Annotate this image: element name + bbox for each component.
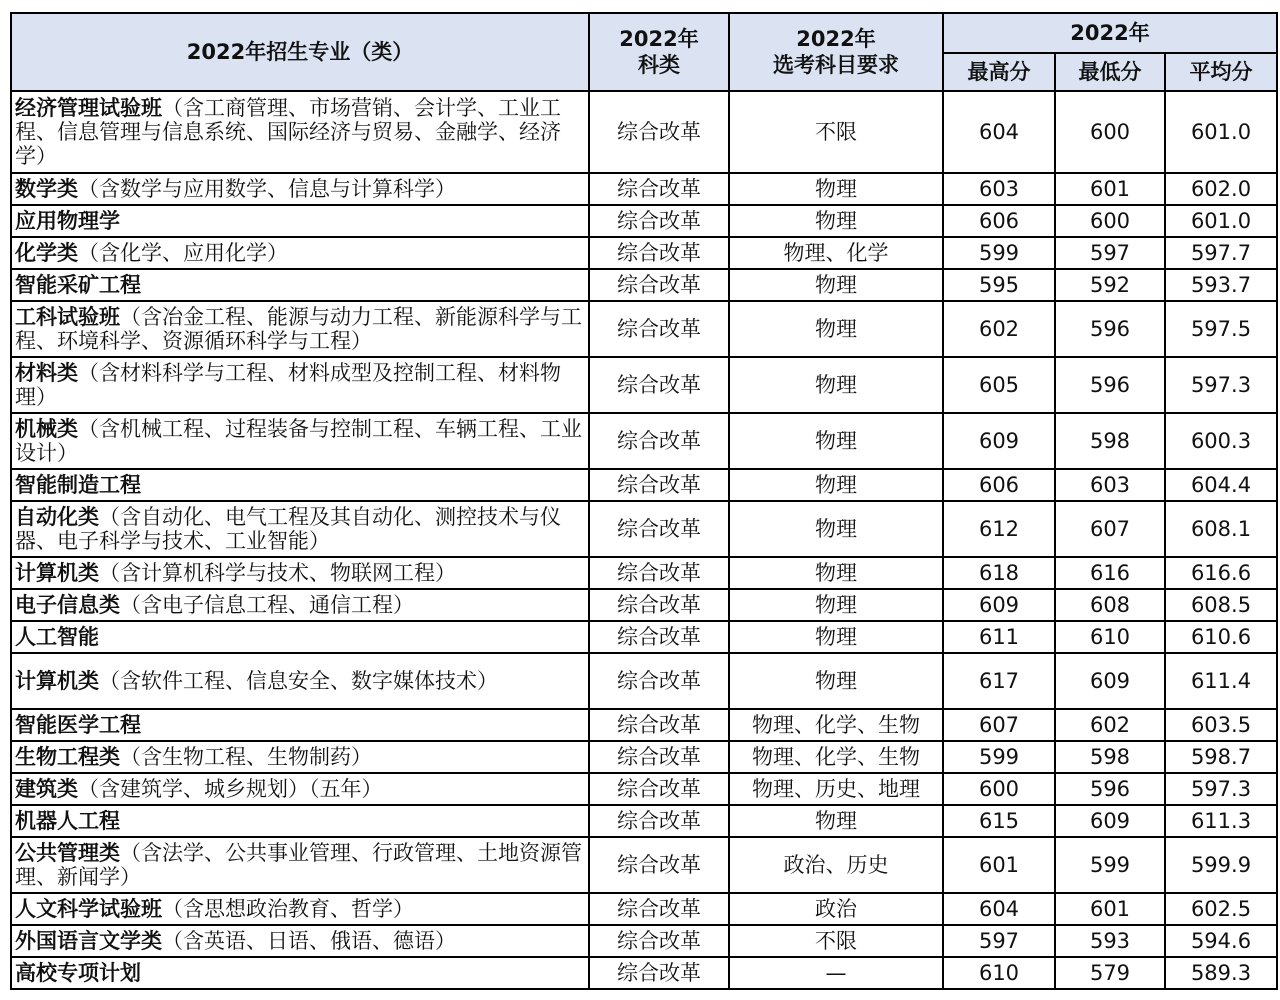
min-score-cell: 600 bbox=[1055, 91, 1165, 173]
max-score-cell: 618 bbox=[943, 557, 1055, 589]
category-cell: 综合改革 bbox=[589, 91, 729, 173]
subjects-cell: 物理、历史、地理 bbox=[729, 773, 943, 805]
min-score-cell: 596 bbox=[1055, 301, 1165, 357]
subjects-cell: 物理 bbox=[729, 589, 943, 621]
subjects-cell: 物理 bbox=[729, 621, 943, 653]
major-name: 机器人工程 bbox=[15, 809, 120, 833]
category-cell: 综合改革 bbox=[589, 957, 729, 989]
avg-score-cell: 600.3 bbox=[1165, 413, 1277, 469]
category-cell: 综合改革 bbox=[589, 173, 729, 205]
avg-score-cell: 616.6 bbox=[1165, 557, 1277, 589]
min-score-cell: 597 bbox=[1055, 237, 1165, 269]
max-score-cell: 609 bbox=[943, 413, 1055, 469]
major-name: 高校专项计划 bbox=[15, 961, 141, 985]
min-score-cell: 608 bbox=[1055, 589, 1165, 621]
major-name: 外国语言文学类 bbox=[15, 929, 162, 953]
table-row bbox=[11, 205, 1277, 237]
major-cell bbox=[11, 893, 589, 925]
table-row bbox=[11, 621, 1277, 653]
min-score-cell: 579 bbox=[1055, 957, 1165, 989]
category-cell: 综合改革 bbox=[589, 269, 729, 301]
table-row bbox=[11, 589, 1277, 621]
avg-score-cell: 604.4 bbox=[1165, 469, 1277, 501]
max-score-cell: 617 bbox=[943, 653, 1055, 709]
major-cell bbox=[11, 469, 589, 501]
table-row bbox=[11, 301, 1277, 357]
major-name: 人工智能 bbox=[15, 625, 99, 649]
major-cell bbox=[11, 205, 589, 237]
major-cell bbox=[11, 413, 589, 469]
max-score-cell: 604 bbox=[943, 893, 1055, 925]
admission-scores-table bbox=[10, 12, 1278, 990]
header-major: 2022年招生专业（类） bbox=[11, 13, 589, 91]
avg-score-cell: 593.7 bbox=[1165, 269, 1277, 301]
subjects-cell: 物理、化学、生物 bbox=[729, 709, 943, 741]
header-avg-score: 平均分 bbox=[1165, 53, 1277, 91]
major-cell bbox=[11, 773, 589, 805]
min-score-cell: 610 bbox=[1055, 621, 1165, 653]
min-score-cell: 602 bbox=[1055, 709, 1165, 741]
max-score-cell: 605 bbox=[943, 357, 1055, 413]
major-cell bbox=[11, 237, 589, 269]
major-cell bbox=[11, 653, 589, 709]
major-cell bbox=[11, 709, 589, 741]
major-note: （含机械工程、过程装备与控制工程、车辆工程、工业设计） bbox=[15, 417, 582, 465]
min-score-cell: 601 bbox=[1055, 173, 1165, 205]
subjects-cell: — bbox=[729, 957, 943, 989]
avg-score-cell: 597.3 bbox=[1165, 773, 1277, 805]
major-name: 电子信息类 bbox=[15, 593, 120, 617]
subjects-cell: 物理 bbox=[729, 301, 943, 357]
avg-score-cell: 602.5 bbox=[1165, 893, 1277, 925]
avg-score-cell: 610.6 bbox=[1165, 621, 1277, 653]
major-name: 计算机类 bbox=[15, 561, 99, 585]
avg-score-cell: 599.9 bbox=[1165, 837, 1277, 893]
major-name: 智能制造工程 bbox=[15, 473, 141, 497]
avg-score-cell: 597.7 bbox=[1165, 237, 1277, 269]
major-name: 自动化类 bbox=[15, 505, 99, 529]
major-note: （含电子信息工程、通信工程） bbox=[120, 593, 414, 617]
table-row bbox=[11, 357, 1277, 413]
major-cell bbox=[11, 621, 589, 653]
min-score-cell: 603 bbox=[1055, 469, 1165, 501]
category-cell: 综合改革 bbox=[589, 413, 729, 469]
major-note: （含自动化、电气工程及其自动化、测控技术与仪器、电子科学与技术、工业智能） bbox=[15, 505, 561, 553]
subjects-cell: 物理 bbox=[729, 205, 943, 237]
subjects-cell: 物理 bbox=[729, 469, 943, 501]
max-score-cell: 612 bbox=[943, 501, 1055, 557]
avg-score-cell: 597.3 bbox=[1165, 357, 1277, 413]
subjects-cell: 物理 bbox=[729, 653, 943, 709]
subjects-cell: 政治、历史 bbox=[729, 837, 943, 893]
major-cell bbox=[11, 357, 589, 413]
category-cell: 综合改革 bbox=[589, 357, 729, 413]
subjects-cell: 物理 bbox=[729, 501, 943, 557]
header-category-label: 科类 bbox=[638, 53, 680, 77]
major-cell bbox=[11, 173, 589, 205]
major-cell bbox=[11, 957, 589, 989]
major-name: 数学类 bbox=[15, 177, 78, 201]
header-subjects-year: 2022年 bbox=[796, 27, 876, 51]
max-score-cell: 609 bbox=[943, 589, 1055, 621]
avg-score-cell: 601.0 bbox=[1165, 91, 1277, 173]
major-note: （含法学、公共事业管理、行政管理、土地资源管理、新闻学） bbox=[15, 841, 582, 889]
table-row bbox=[11, 269, 1277, 301]
subjects-cell: 物理 bbox=[729, 413, 943, 469]
subjects-cell: 物理 bbox=[729, 557, 943, 589]
table-row bbox=[11, 893, 1277, 925]
category-cell: 综合改革 bbox=[589, 773, 729, 805]
category-cell: 综合改革 bbox=[589, 589, 729, 621]
subjects-cell: 不限 bbox=[729, 91, 943, 173]
avg-score-cell: 594.6 bbox=[1165, 925, 1277, 957]
major-note: （含材料科学与工程、材料成型及控制工程、材料物理） bbox=[15, 361, 561, 409]
major-note: （含工商管理、市场营销、会计学、工业工程、信息管理与信息系统、国际经济与贸易、金融学、经济学） bbox=[15, 96, 561, 168]
max-score-cell: 615 bbox=[943, 805, 1055, 837]
avg-score-cell: 597.5 bbox=[1165, 301, 1277, 357]
table-row bbox=[11, 173, 1277, 205]
category-cell: 综合改革 bbox=[589, 893, 729, 925]
avg-score-cell: 608.5 bbox=[1165, 589, 1277, 621]
table-row bbox=[11, 709, 1277, 741]
table-row bbox=[11, 773, 1277, 805]
major-cell bbox=[11, 301, 589, 357]
max-score-cell: 601 bbox=[943, 837, 1055, 893]
max-score-cell: 606 bbox=[943, 205, 1055, 237]
avg-score-cell: 601.0 bbox=[1165, 205, 1277, 237]
table-body bbox=[11, 91, 1277, 989]
category-cell: 综合改革 bbox=[589, 741, 729, 773]
major-cell bbox=[11, 269, 589, 301]
max-score-cell: 599 bbox=[943, 741, 1055, 773]
min-score-cell: 607 bbox=[1055, 501, 1165, 557]
max-score-cell: 600 bbox=[943, 773, 1055, 805]
header-min-score: 最低分 bbox=[1055, 53, 1165, 91]
max-score-cell: 602 bbox=[943, 301, 1055, 357]
major-name: 人文科学试验班 bbox=[15, 897, 162, 921]
avg-score-cell: 598.7 bbox=[1165, 741, 1277, 773]
category-cell: 综合改革 bbox=[589, 301, 729, 357]
subjects-cell: 物理、化学、生物 bbox=[729, 741, 943, 773]
table-row bbox=[11, 837, 1277, 893]
major-note: （含冶金工程、能源与动力工程、新能源科学与工程、环境科学、资源循环科学与工程） bbox=[15, 305, 582, 353]
table-row bbox=[11, 469, 1277, 501]
category-cell: 综合改革 bbox=[589, 925, 729, 957]
subjects-cell: 不限 bbox=[729, 925, 943, 957]
min-score-cell: 599 bbox=[1055, 837, 1165, 893]
subjects-cell: 物理 bbox=[729, 357, 943, 413]
major-cell bbox=[11, 589, 589, 621]
major-name: 化学类 bbox=[15, 241, 78, 265]
min-score-cell: 596 bbox=[1055, 357, 1165, 413]
min-score-cell: 593 bbox=[1055, 925, 1165, 957]
category-cell: 综合改革 bbox=[589, 837, 729, 893]
max-score-cell: 607 bbox=[943, 709, 1055, 741]
major-cell bbox=[11, 805, 589, 837]
max-score-cell: 611 bbox=[943, 621, 1055, 653]
major-cell bbox=[11, 557, 589, 589]
header-score-group: 2022年 bbox=[943, 13, 1277, 53]
avg-score-cell: 608.1 bbox=[1165, 501, 1277, 557]
avg-score-cell: 611.3 bbox=[1165, 805, 1277, 837]
major-note: （含思想政治教育、哲学） bbox=[162, 897, 414, 921]
max-score-cell: 603 bbox=[943, 173, 1055, 205]
avg-score-cell: 589.3 bbox=[1165, 957, 1277, 989]
min-score-cell: 596 bbox=[1055, 773, 1165, 805]
major-note: （含数学与应用数学、信息与计算科学） bbox=[78, 177, 456, 201]
min-score-cell: 600 bbox=[1055, 205, 1165, 237]
max-score-cell: 606 bbox=[943, 469, 1055, 501]
major-name: 经济管理试验班 bbox=[15, 96, 162, 120]
avg-score-cell: 602.0 bbox=[1165, 173, 1277, 205]
avg-score-cell: 603.5 bbox=[1165, 709, 1277, 741]
category-cell: 综合改革 bbox=[589, 237, 729, 269]
major-cell bbox=[11, 91, 589, 173]
header-subjects-label: 选考科目要求 bbox=[773, 53, 899, 77]
max-score-cell: 597 bbox=[943, 925, 1055, 957]
min-score-cell: 616 bbox=[1055, 557, 1165, 589]
category-cell: 综合改革 bbox=[589, 621, 729, 653]
major-note: （含英语、日语、俄语、德语） bbox=[162, 929, 456, 953]
major-cell bbox=[11, 501, 589, 557]
table-row bbox=[11, 653, 1277, 709]
major-name: 公共管理类 bbox=[15, 841, 120, 865]
major-name: 生物工程类 bbox=[15, 745, 120, 769]
min-score-cell: 592 bbox=[1055, 269, 1165, 301]
table-row bbox=[11, 501, 1277, 557]
table-row bbox=[11, 957, 1277, 989]
category-cell: 综合改革 bbox=[589, 557, 729, 589]
min-score-cell: 601 bbox=[1055, 893, 1165, 925]
major-name: 应用物理学 bbox=[15, 209, 120, 233]
max-score-cell: 599 bbox=[943, 237, 1055, 269]
major-cell bbox=[11, 837, 589, 893]
max-score-cell: 604 bbox=[943, 91, 1055, 173]
major-note: （含生物工程、生物制药） bbox=[120, 745, 372, 769]
table-row bbox=[11, 557, 1277, 589]
major-name: 材料类 bbox=[15, 361, 78, 385]
major-note: （含建筑学、城乡规划）（五年） bbox=[78, 777, 383, 801]
category-cell: 综合改革 bbox=[589, 205, 729, 237]
major-cell bbox=[11, 741, 589, 773]
table-row bbox=[11, 925, 1277, 957]
table-row bbox=[11, 91, 1277, 173]
major-note: （含计算机科学与技术、物联网工程） bbox=[99, 561, 456, 585]
subjects-cell: 物理、化学 bbox=[729, 237, 943, 269]
max-score-cell: 595 bbox=[943, 269, 1055, 301]
major-cell bbox=[11, 925, 589, 957]
max-score-cell: 610 bbox=[943, 957, 1055, 989]
table-row bbox=[11, 741, 1277, 773]
min-score-cell: 598 bbox=[1055, 741, 1165, 773]
min-score-cell: 598 bbox=[1055, 413, 1165, 469]
table-row bbox=[11, 413, 1277, 469]
major-name: 智能采矿工程 bbox=[15, 273, 141, 297]
subjects-cell: 物理 bbox=[729, 805, 943, 837]
major-name: 智能医学工程 bbox=[15, 713, 141, 737]
subjects-cell: 物理 bbox=[729, 173, 943, 205]
category-cell: 综合改革 bbox=[589, 653, 729, 709]
subjects-cell: 物理 bbox=[729, 269, 943, 301]
major-note: （含化学、应用化学） bbox=[78, 241, 288, 265]
header-max-score: 最高分 bbox=[943, 53, 1055, 91]
min-score-cell: 609 bbox=[1055, 805, 1165, 837]
header-category-year: 2022年 bbox=[619, 27, 699, 51]
major-note: （含软件工程、信息安全、数字媒体技术） bbox=[99, 669, 498, 693]
category-cell: 综合改革 bbox=[589, 501, 729, 557]
category-cell: 综合改革 bbox=[589, 805, 729, 837]
table-row bbox=[11, 237, 1277, 269]
major-name: 机械类 bbox=[15, 417, 78, 441]
major-name: 计算机类 bbox=[15, 669, 99, 693]
header-category bbox=[589, 13, 729, 91]
major-name: 建筑类 bbox=[15, 777, 78, 801]
header-subjects bbox=[729, 13, 943, 91]
category-cell: 综合改革 bbox=[589, 469, 729, 501]
major-name: 工科试验班 bbox=[15, 305, 120, 329]
category-cell: 综合改革 bbox=[589, 709, 729, 741]
min-score-cell: 609 bbox=[1055, 653, 1165, 709]
table-row bbox=[11, 805, 1277, 837]
avg-score-cell: 611.4 bbox=[1165, 653, 1277, 709]
subjects-cell: 政治 bbox=[729, 893, 943, 925]
